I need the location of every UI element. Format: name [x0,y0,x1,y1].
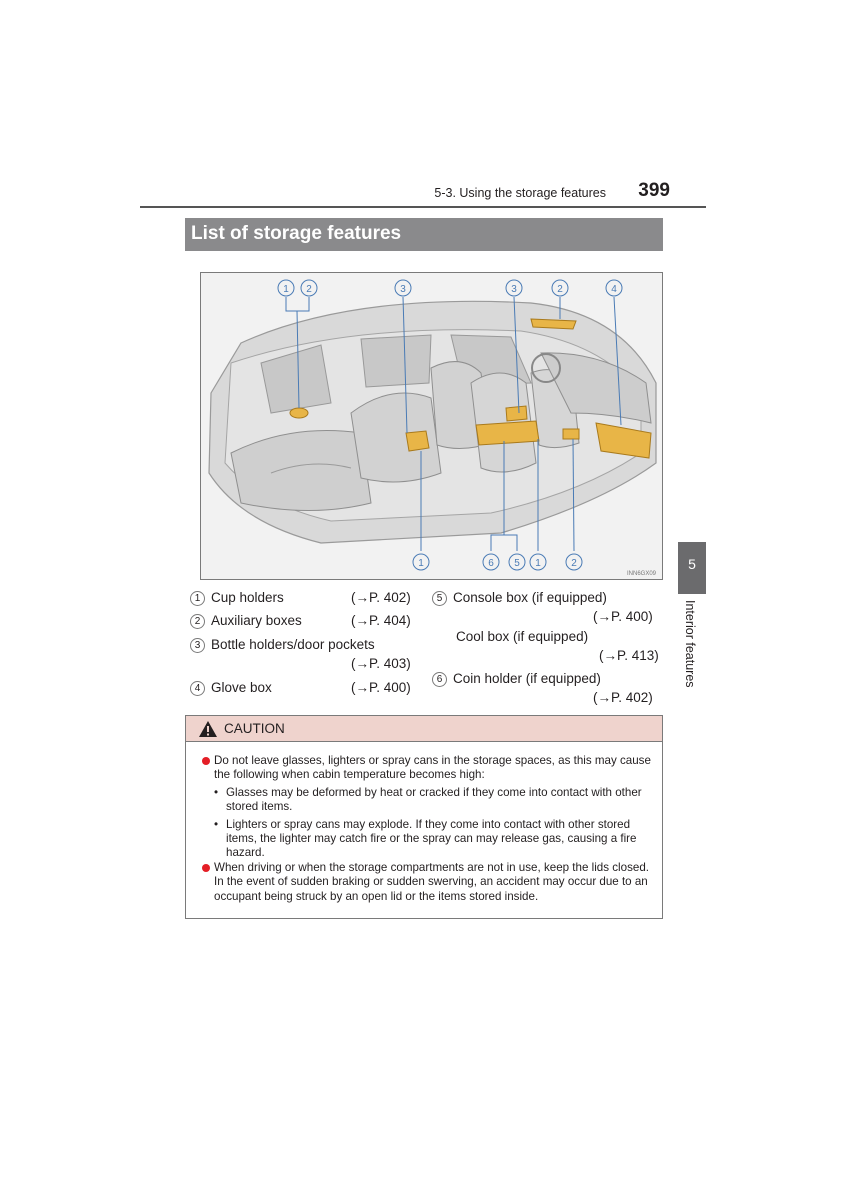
caution-subitem [202,786,660,815]
callout-bottom-1: 1 [418,558,424,569]
bullet-icon [202,757,210,765]
figure-code: INN6GX09 [626,571,656,577]
legend-num: 5 [432,591,447,606]
cabin-drawing [201,273,662,579]
legend-label: Bottle holders/door pockets [211,637,375,652]
page-header [140,178,706,208]
legend-num: 3 [190,638,205,653]
legend-num: 1 [190,591,205,606]
title-bar [185,218,663,251]
bullet-icon [202,864,210,872]
callout-top-1: 1 [283,284,289,295]
caution-bullet [202,861,660,904]
callout-top-2: 2 [306,284,312,295]
caution-bullet [202,754,660,783]
caution-text: When driving or when the storage compartments are not in use, keep the lids closed. In the event of sudden braking or sudden swerving, an accident may occur due to an occupant being struck by an open lid or the items stored inside. [214,860,649,903]
caution-text: Do not leave glasses, lighters or spray cans in the storage spaces, as this may cause the following when cabin temperature becomes high: [214,754,651,782]
callout-bottom-6: 6 [488,558,494,569]
callout-top-2b: 2 [557,284,563,295]
callout-top-3: 3 [400,284,406,295]
chapter-tab: 5 [678,542,706,594]
legend-ref: (→P. 413) [599,648,659,663]
caution-box [185,715,663,919]
legend-item-cool-box [456,629,588,644]
callout-top-4: 4 [611,284,617,295]
legend-num: 2 [190,614,205,629]
chapter-label: Interior features [683,600,697,688]
sub-bullet: • [214,785,219,799]
legend-item-bottle-holders [190,637,375,653]
page-number: 399 [638,180,670,201]
warning-icon [198,720,218,738]
legend-label: Cool box (if equipped) [456,629,589,644]
legend [190,588,670,708]
caution-text: Glasses may be deformed by heat or cracked if they come into contact with other stored items. [226,785,642,814]
legend-ref: (→P. 400) [593,609,653,624]
callout-top-3b: 3 [511,284,517,295]
legend-ref: (→P. 403) [351,656,411,671]
legend-item-glove-box [190,680,272,696]
section-title: 5-3. Using the storage features [434,186,606,200]
caution-subitem [202,818,660,861]
legend-item-coin-holder [432,671,601,687]
legend-label: Cup holders [211,590,284,605]
legend-item-cup-holders [190,590,284,606]
caution-title: CAUTION [224,721,285,736]
page-title: List of storage features [191,223,402,244]
legend-ref: (→P. 404) [351,613,411,628]
legend-ref: (→P. 402) [593,690,653,705]
callout-bottom-2: 2 [571,558,577,569]
legend-label: Coin holder (if equipped) [453,671,601,686]
legend-label: Console box (if equipped) [453,590,607,605]
legend-num: 4 [190,681,205,696]
callout-bottom-1b: 1 [535,558,541,569]
legend-item-console-box [432,590,607,606]
callout-bottom-5: 5 [514,558,520,569]
caution-text: Lighters or spray cans may explode. If they come into contact with other stored items, the lighter may catch fire or the spray can may release gas, causing a fire hazard. [226,817,637,860]
legend-label: Glove box [211,680,272,695]
caution-body [202,754,660,904]
caution-header [186,716,662,742]
legend-item-auxiliary-boxes [190,613,302,629]
legend-ref: (→P. 402) [351,590,411,605]
sub-bullet: • [214,817,219,831]
legend-ref: (→P. 400) [351,680,411,695]
legend-num: 6 [432,672,447,687]
legend-label: Auxiliary boxes [211,613,302,628]
interior-illustration [200,272,663,580]
